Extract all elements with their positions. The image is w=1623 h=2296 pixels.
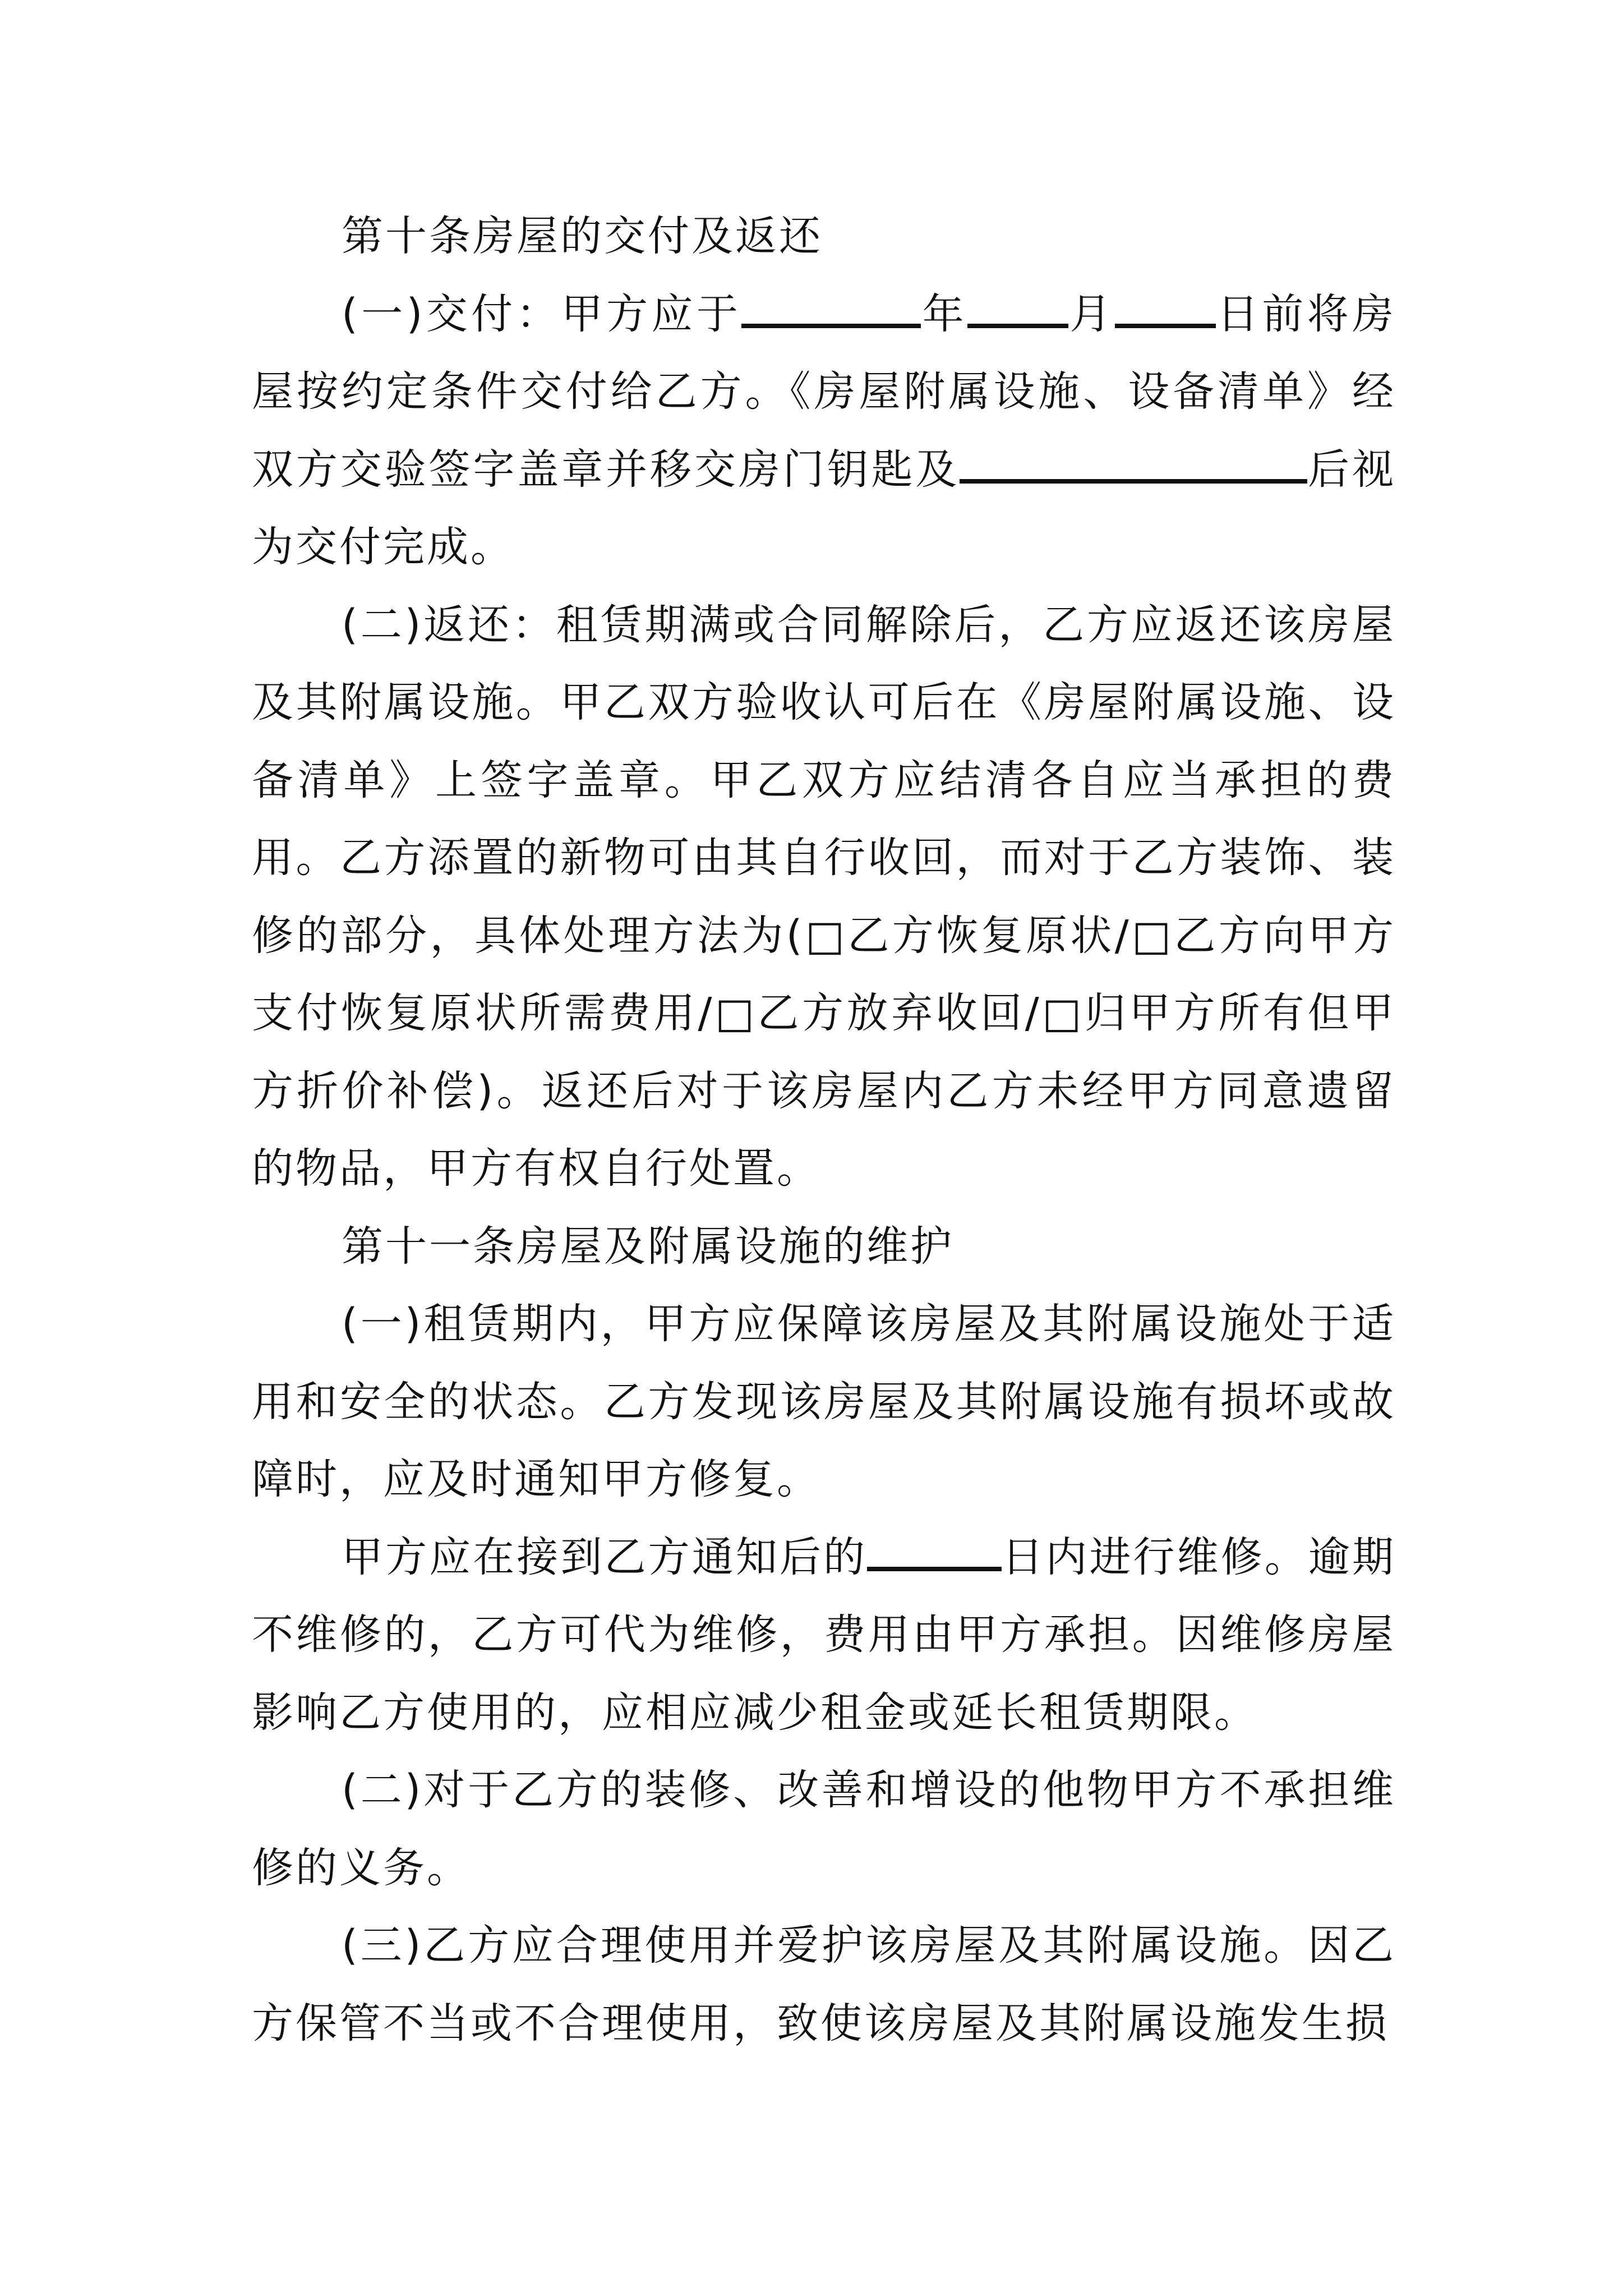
article-11-clause-1: (一)租赁期内，甲方应保障该房屋及其附属设施处于适用和安全的状态。乙方发现该房屋及其附属设施有损坏或故障时，应及时通知甲方修复。 [252, 1300, 1396, 1503]
article-11-clause-3: (三)乙方应合理使用并爱护该房屋及其附属设施。因乙方保管不当或不合理使用，致使该房屋及其附属设施发生损 [252, 1921, 1396, 2047]
month-blank [967, 295, 1068, 328]
article-10-delivery-paragraph [252, 275, 1396, 586]
delivery-text-end: 后视为交付完成。 [252, 445, 1396, 571]
delivery-text-start: (一)交付：甲方应于 [342, 289, 742, 338]
article-11-repair-deadline-paragraph [252, 1519, 1396, 1752]
delivery-text-middle: 日前将房屋按约定条件交付给乙方。《房屋附属设施、设备清单》经双方交验签字盖章并移交房门钥匙及 [252, 289, 1396, 494]
day-blank [1115, 295, 1216, 328]
year-blank [741, 295, 921, 328]
repair-text-end: 日内进行维修。逾期不维修的，乙方可代为维修，费用由甲方承担。因维修房屋影响乙方使用的，应相应减少租金或延长租赁期限。 [252, 1533, 1396, 1737]
year-label: 年 [921, 289, 967, 338]
handover-items-blank [960, 450, 1307, 484]
article-11-clause-2: (二)对于乙方的装修、改善和增设的他物甲方不承担维修的义务。 [252, 1766, 1396, 1892]
article-10-return-paragraph: (二)返还：租赁期满或合同解除后，乙方应返还该房屋及其附属设施。甲乙双方验收认可后在《房屋附属设施、设备清单》上签字盖章。甲乙双方应结清各自应当承担的费用。乙方添置的新物可由其自行收回，而对于乙方装饰、装修的部分，具体处理方法为(□乙方恢复原状/□乙方向甲方支付恢复原状所需费用/□乙方放弃收回/□归甲方所有但甲方折价补偿)。返还后对于该房屋内乙方未经甲方同意遗留的物品，甲方有权自行处置。 [252, 600, 1396, 1193]
month-label: 月 [1068, 289, 1115, 338]
document-body [252, 197, 1396, 2062]
repair-text-start: 甲方应在接到乙方通知后的 [342, 1533, 868, 1581]
repair-days-blank [867, 1538, 1002, 1571]
article-11-title: 第十一条房屋及附属设施的维护 [342, 1222, 954, 1271]
article-10-title: 第十条房屋的交付及返还 [342, 212, 823, 260]
